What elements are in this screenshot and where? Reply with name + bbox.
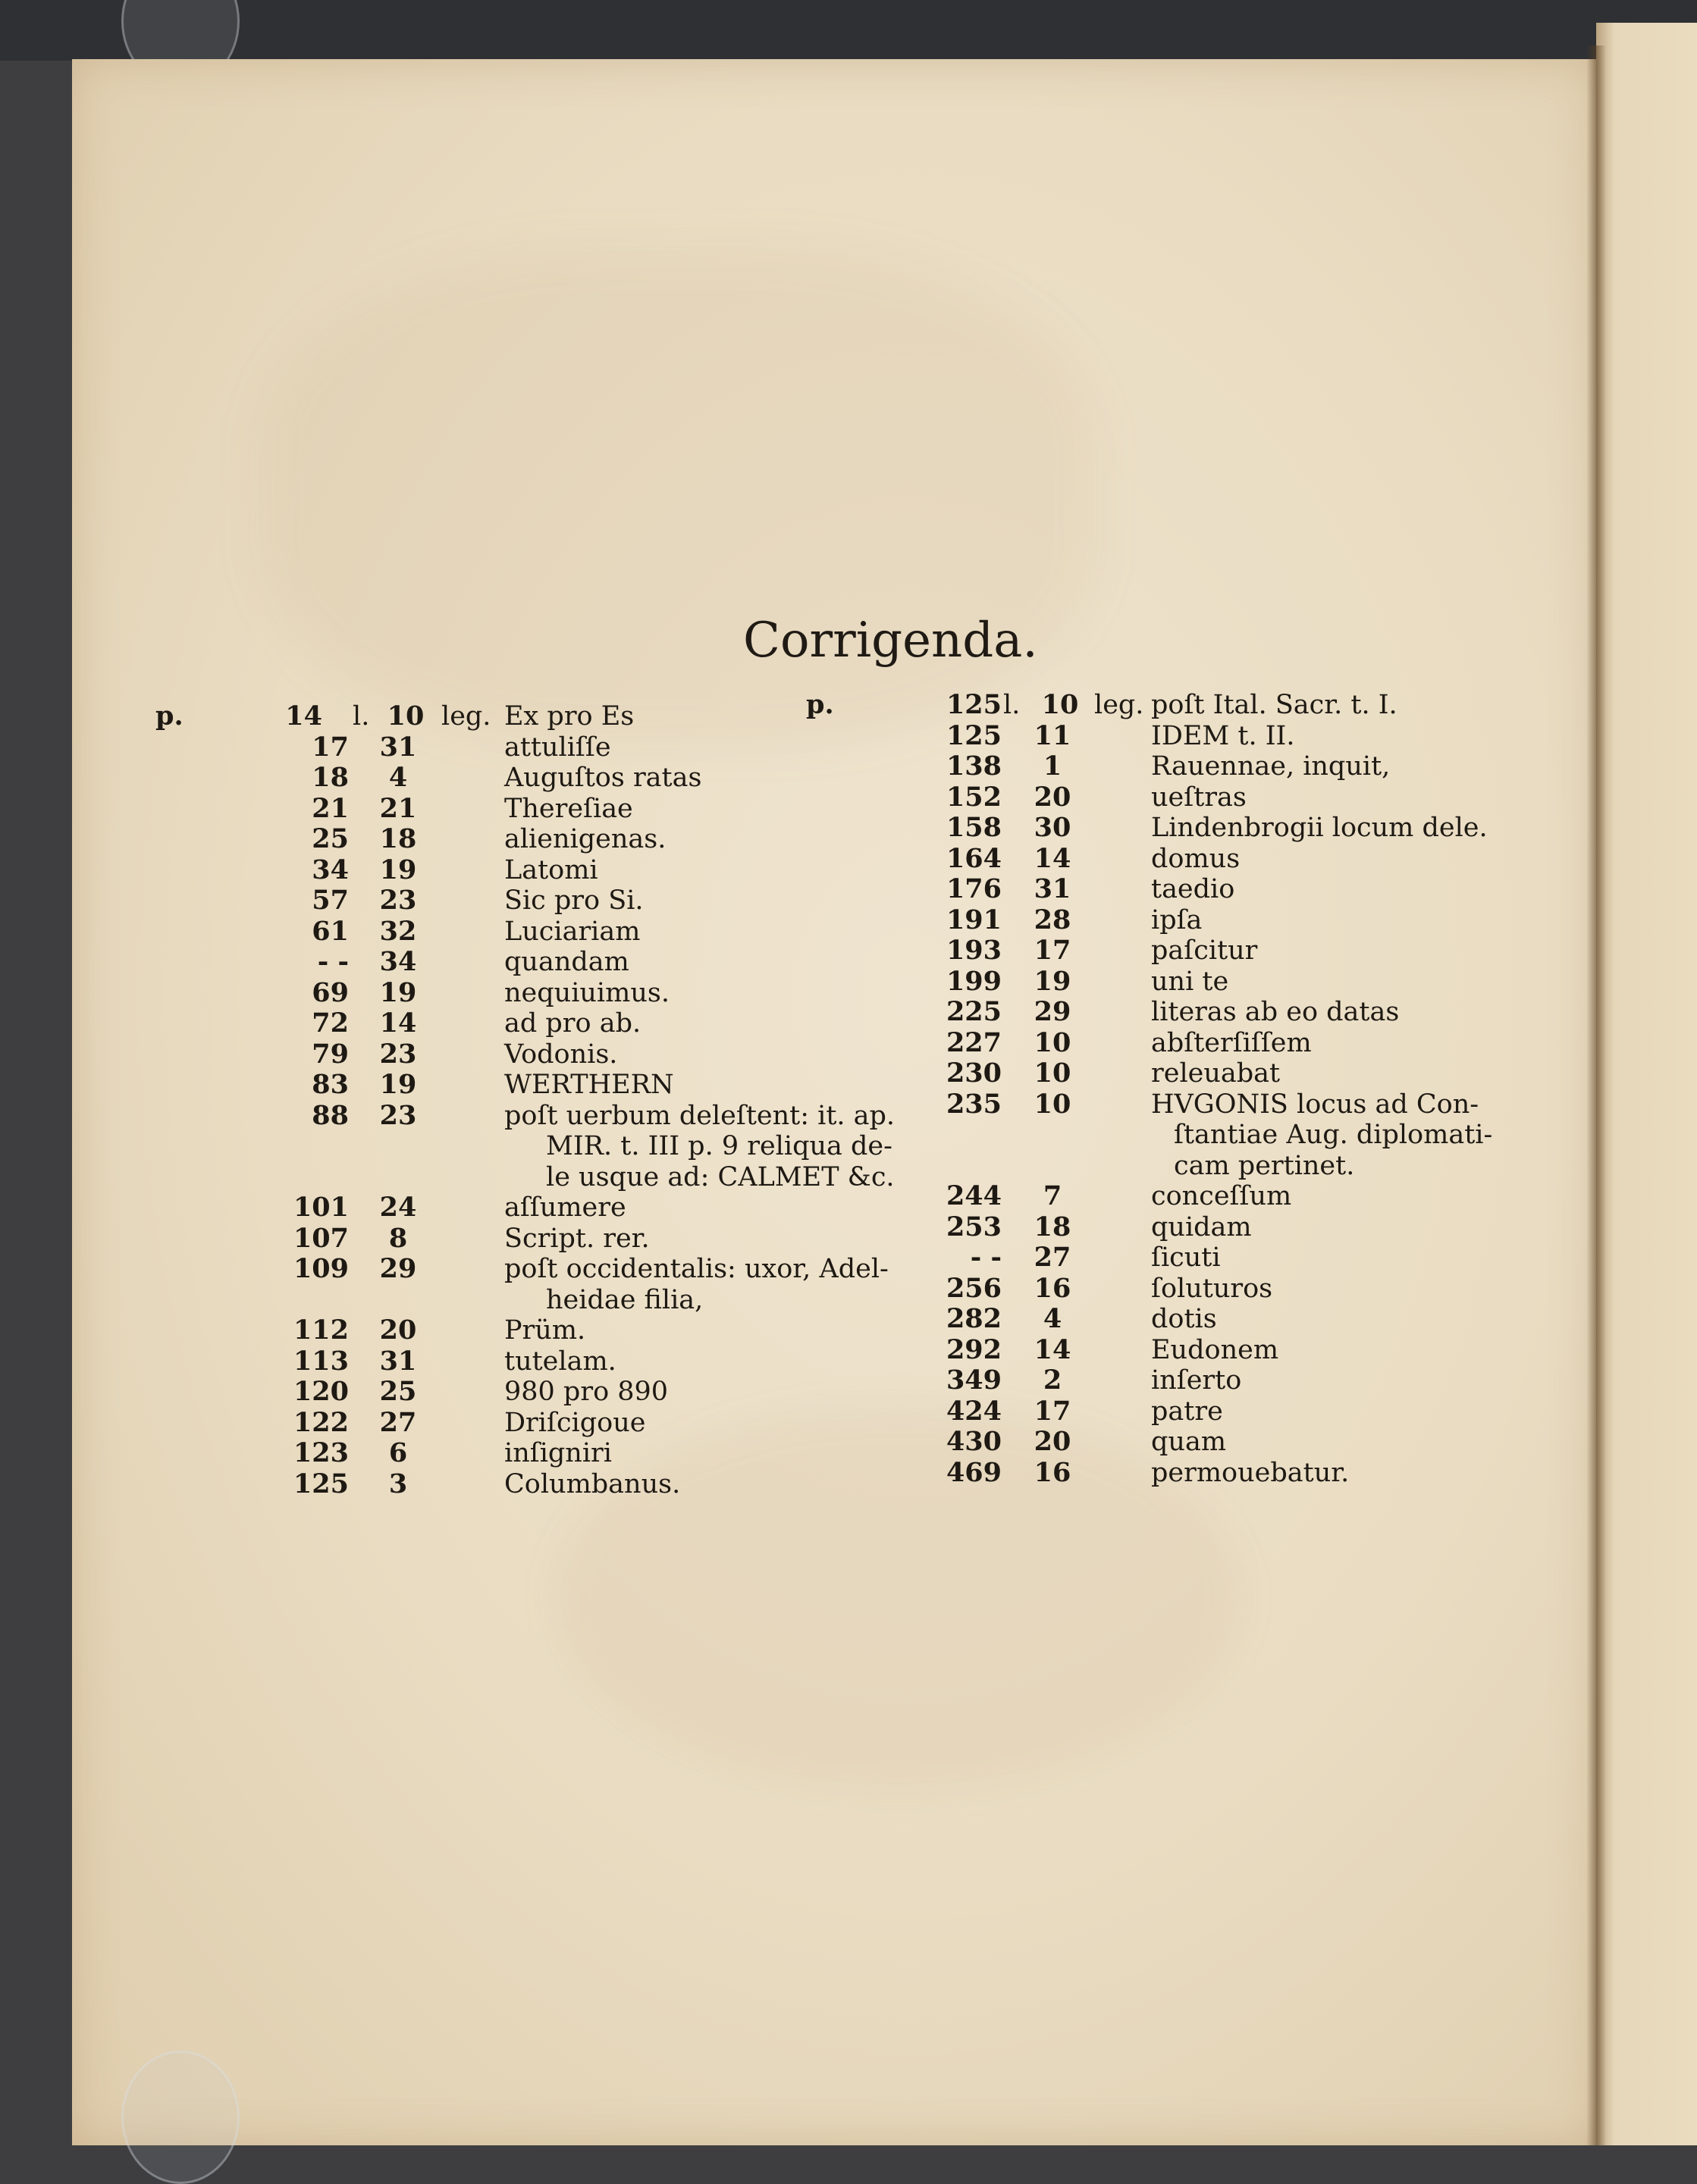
entry-correction-text xyxy=(1151,997,1545,1028)
correction-text-line: Script. rer. xyxy=(504,1223,650,1254)
entry-line-number: 1 xyxy=(1043,750,1062,782)
correction-text-line: ad pro ab. xyxy=(504,1008,641,1039)
errata-entry xyxy=(235,1377,895,1408)
correction-text-line: Sic pro Si. xyxy=(504,885,644,916)
entry-page-number: 282 xyxy=(946,1303,1002,1334)
errata-entry xyxy=(893,1089,1545,1182)
entry-line-number: 20 xyxy=(1034,781,1071,813)
entry-page-number: 83 xyxy=(312,1069,349,1100)
entry-line-number: 29 xyxy=(1034,996,1071,1027)
correction-text-line: dotis xyxy=(1151,1304,1217,1334)
correction-text-line: inſerto xyxy=(1151,1365,1242,1396)
entry-correction-text xyxy=(504,1101,899,1193)
entry-page-number: 349 xyxy=(946,1365,1002,1396)
correction-text-line: Lindenbrogii locum dele. xyxy=(1151,813,1488,843)
correction-text-line: Driſcigoue xyxy=(504,1407,646,1438)
errata-entry xyxy=(893,1458,1545,1489)
line-abbrev-label: l. xyxy=(353,701,370,732)
correction-text-line: HVGONIS locus ad Con- xyxy=(1151,1089,1479,1120)
entry-correction-text xyxy=(504,824,899,855)
entry-correction-text xyxy=(1151,967,1545,998)
correction-text-line: IDEM t. II. xyxy=(1151,720,1295,751)
errata-entry xyxy=(893,751,1545,782)
entry-line-number: 18 xyxy=(379,823,417,854)
entry-page-number: 79 xyxy=(312,1038,349,1070)
entry-page-number: 125 xyxy=(293,1468,349,1499)
entry-correction-text xyxy=(1151,1396,1545,1427)
errata-entry xyxy=(235,885,895,917)
entry-page-number: 125 xyxy=(946,689,1002,720)
entry-line-number: 19 xyxy=(379,1069,417,1100)
entry-page-number: 244 xyxy=(946,1180,1002,1211)
entry-page-number: 256 xyxy=(946,1272,1002,1304)
errata-entry xyxy=(235,1224,895,1255)
entry-line-number: 20 xyxy=(379,1314,417,1346)
entry-line-number: 4 xyxy=(388,762,408,793)
entry-page-number: 424 xyxy=(946,1395,1002,1427)
entry-correction-text xyxy=(504,1254,899,1315)
correction-text-line: Eudonem xyxy=(1151,1334,1279,1365)
entry-correction-text xyxy=(504,1377,899,1408)
entry-correction-text xyxy=(504,701,899,732)
entry-correction-text xyxy=(1151,690,1545,721)
correction-text-line: poſt Ital. Sacr. t. I. xyxy=(1151,690,1397,720)
correction-text-line: Columbanus. xyxy=(504,1468,681,1499)
entry-line-number: 11 xyxy=(1034,719,1071,751)
correction-text-line: Auguſtos ratas xyxy=(504,763,702,793)
errata-entry xyxy=(235,732,895,763)
errata-entry xyxy=(893,813,1545,844)
entry-line-number: 29 xyxy=(379,1253,417,1284)
entry-correction-text xyxy=(504,1070,899,1101)
entry-line-number: 19 xyxy=(379,976,417,1008)
entry-line-number: 32 xyxy=(379,915,417,947)
entry-page-number: 138 xyxy=(946,750,1002,782)
errata-entry xyxy=(893,1212,1545,1243)
book-gutter xyxy=(1586,45,1606,2145)
entry-correction-text xyxy=(504,855,899,886)
entry-line-number: 23 xyxy=(379,1099,417,1131)
correction-text-line: Rauennae, inquit, xyxy=(1151,751,1391,782)
entry-correction-text xyxy=(504,1315,899,1346)
correction-text-line: ueſtras xyxy=(1151,782,1247,813)
entry-line-number: 16 xyxy=(1034,1456,1071,1488)
errata-entry xyxy=(893,1365,1545,1396)
correction-text-line: 980 pro 890 xyxy=(504,1377,669,1407)
errata-entry xyxy=(893,721,1545,752)
entry-page-number: 18 xyxy=(312,762,349,793)
entry-correction-text xyxy=(1151,935,1545,967)
entry-line-number: 19 xyxy=(1034,965,1071,997)
correction-text-line: uni te xyxy=(1151,966,1229,997)
entry-line-number: 17 xyxy=(1034,935,1071,966)
lege-abbrev-label: leg. xyxy=(1094,690,1144,720)
correction-text-line: quam xyxy=(1151,1427,1227,1457)
entry-correction-text xyxy=(504,1039,899,1070)
entry-correction-text xyxy=(1151,1058,1545,1089)
entry-page-number: 21 xyxy=(312,792,349,824)
errata-entry xyxy=(235,794,895,825)
correction-text-line: Prüm. xyxy=(504,1315,586,1346)
entry-page-number: 158 xyxy=(946,812,1002,843)
errata-entry xyxy=(893,1396,1545,1427)
correction-text-line: ipſa xyxy=(1151,904,1203,935)
entry-correction-text xyxy=(504,917,899,948)
errata-entry xyxy=(155,700,895,732)
correction-text-line: le usque ad: CALMET &c. xyxy=(546,1161,895,1192)
entry-correction-text xyxy=(1151,751,1545,782)
entry-line-number: 19 xyxy=(379,854,417,885)
errata-entry xyxy=(235,917,895,948)
entry-line-number: 6 xyxy=(388,1437,408,1468)
correction-text-line: literas ab eo datas xyxy=(1151,997,1400,1027)
entry-correction-text xyxy=(1151,1089,1545,1182)
correction-text-line: aſſumere xyxy=(504,1192,626,1223)
entry-page-number: 17 xyxy=(312,731,349,763)
entry-correction-text xyxy=(504,1408,899,1439)
correction-text-line: Vodonis. xyxy=(504,1039,618,1070)
entry-line-number: 24 xyxy=(379,1192,417,1223)
page-abbrev-label: p. xyxy=(806,689,834,720)
entry-line-number: 3 xyxy=(388,1468,408,1499)
entry-page-number: 191 xyxy=(946,904,1002,935)
entry-correction-text xyxy=(504,794,899,825)
correction-text-line: ſicuti xyxy=(1151,1242,1221,1273)
correction-text-line: poſt occidentalis: uxor, Adel- xyxy=(504,1254,889,1284)
entry-correction-text xyxy=(1151,1181,1545,1212)
line-abbrev-label: l. xyxy=(1003,690,1021,720)
entry-correction-text xyxy=(1151,1212,1545,1243)
entry-correction-text xyxy=(1151,1242,1545,1274)
entry-line-number: 27 xyxy=(1034,1242,1071,1273)
errata-entry xyxy=(893,997,1545,1028)
entry-page-number: 88 xyxy=(312,1099,349,1131)
entry-line-number: 31 xyxy=(379,1345,417,1377)
errata-entry xyxy=(235,1469,895,1500)
entry-line-number: 34 xyxy=(379,946,417,977)
errata-entry xyxy=(235,1192,895,1224)
entry-correction-text xyxy=(1151,1365,1545,1396)
entry-line-number: 10 xyxy=(1041,689,1079,720)
errata-entry xyxy=(235,1039,895,1070)
entry-page-number: 69 xyxy=(312,976,349,1008)
entry-line-number: 4 xyxy=(1043,1303,1062,1334)
entry-line-number: 14 xyxy=(1034,842,1071,874)
entry-correction-text xyxy=(504,978,899,1009)
entry-correction-text xyxy=(504,885,899,917)
correction-text-line: permouebatur. xyxy=(1151,1457,1350,1488)
entry-correction-text xyxy=(504,763,899,794)
entry-line-number: 10 xyxy=(387,700,425,732)
entry-page-number: 193 xyxy=(946,935,1002,966)
entry-line-number: 21 xyxy=(379,792,417,824)
correction-text-line: ſoluturos xyxy=(1151,1273,1273,1304)
errata-entry xyxy=(235,824,895,855)
entry-correction-text xyxy=(504,1008,899,1039)
errata-entry xyxy=(893,1058,1545,1089)
entry-correction-text xyxy=(1151,844,1545,875)
entry-correction-text xyxy=(1151,1335,1545,1366)
entry-line-number: 14 xyxy=(1034,1333,1071,1365)
entry-page-number: 122 xyxy=(293,1406,349,1438)
correction-text-line: Latomi xyxy=(504,854,598,885)
entry-line-number: 20 xyxy=(1034,1426,1071,1457)
entry-page-number: 176 xyxy=(946,873,1002,904)
entry-correction-text xyxy=(1151,721,1545,752)
entry-correction-text xyxy=(504,1469,899,1500)
page-clip-bottom xyxy=(121,2051,240,2184)
errata-entry xyxy=(235,1408,895,1439)
entry-correction-text xyxy=(1151,1304,1545,1335)
entry-page-number: - - xyxy=(970,1242,1002,1273)
errata-entry xyxy=(235,978,895,1009)
entry-correction-text xyxy=(1151,1028,1545,1059)
entry-line-number: 10 xyxy=(1034,1088,1071,1120)
entry-line-number: 16 xyxy=(1034,1272,1071,1304)
correction-text-line: Luciariam xyxy=(504,916,641,947)
entry-page-number: 253 xyxy=(946,1211,1002,1242)
entry-correction-text xyxy=(504,732,899,763)
correction-text-line: inſigniri xyxy=(504,1438,612,1468)
entry-line-number: 30 xyxy=(1034,812,1071,843)
entry-line-number: 14 xyxy=(379,1007,417,1039)
correction-text-line: ſtantiae Aug. diplomati- xyxy=(1174,1120,1493,1150)
correction-text-line: alienigenas. xyxy=(504,824,667,854)
entry-page-number: 123 xyxy=(293,1437,349,1468)
correction-text-line: heidae filia, xyxy=(546,1284,704,1315)
entry-page-number: 109 xyxy=(293,1253,349,1284)
correction-text-line: cam pertinet. xyxy=(1174,1150,1355,1181)
correction-text-line: MIR. t. III p. 9 reliqua de- xyxy=(546,1131,892,1161)
correction-text-line: taedio xyxy=(1151,874,1235,904)
entry-correction-text xyxy=(1151,813,1545,844)
errata-entry xyxy=(893,1274,1545,1305)
entry-line-number: 8 xyxy=(388,1222,408,1254)
entry-page-number: 113 xyxy=(293,1345,349,1377)
errata-entry xyxy=(235,1254,895,1315)
correction-text-line: paſcitur xyxy=(1151,935,1258,966)
errata-entry xyxy=(893,782,1545,813)
entry-line-number: 2 xyxy=(1043,1365,1062,1396)
correction-text-line: tutelam. xyxy=(504,1346,616,1377)
correction-text-line: Thereſiae xyxy=(504,793,633,824)
errata-entry xyxy=(893,844,1545,875)
entry-page-number: 235 xyxy=(946,1088,1002,1120)
entry-page-number: 61 xyxy=(312,915,349,947)
entry-line-number: 17 xyxy=(1034,1395,1071,1427)
errata-entry xyxy=(893,1181,1545,1212)
entry-correction-text xyxy=(504,1192,899,1224)
entry-page-number: 225 xyxy=(946,996,1002,1027)
correction-text-line: abſterſiſſem xyxy=(1151,1027,1312,1058)
page-abbrev-label: p. xyxy=(155,700,184,732)
entry-correction-text xyxy=(1151,782,1545,813)
entry-page-number: 120 xyxy=(293,1376,349,1407)
entry-line-number: 23 xyxy=(379,885,417,916)
entry-correction-text xyxy=(1151,1458,1545,1489)
errata-entry xyxy=(235,1070,895,1101)
entry-correction-text xyxy=(1151,1274,1545,1305)
entry-page-number: 164 xyxy=(946,842,1002,874)
scan-background xyxy=(0,0,1697,61)
entry-correction-text xyxy=(504,947,899,978)
correction-text-line: releuabat xyxy=(1151,1058,1281,1089)
entry-correction-text xyxy=(504,1438,899,1469)
entry-page-number: 469 xyxy=(946,1456,1002,1488)
correction-text-line: WERTHERN xyxy=(504,1070,674,1100)
errata-entry xyxy=(893,905,1545,936)
entry-correction-text xyxy=(504,1346,899,1377)
entry-page-number: 125 xyxy=(946,719,1002,751)
entry-page-number: 57 xyxy=(312,885,349,916)
errata-entry xyxy=(235,1008,895,1039)
correction-text-line: quidam xyxy=(1151,1211,1252,1242)
errata-entry xyxy=(893,967,1545,998)
correction-text-line: attuliſſe xyxy=(504,732,611,763)
entry-line-number: 23 xyxy=(379,1038,417,1070)
errata-entry xyxy=(893,1427,1545,1458)
correction-text-line: nequiuimus. xyxy=(504,977,670,1008)
correction-text-line: patre xyxy=(1151,1396,1223,1427)
errata-entry xyxy=(235,1315,895,1346)
entry-correction-text xyxy=(504,1224,899,1255)
entry-correction-text xyxy=(1151,1427,1545,1458)
errata-entry xyxy=(235,1346,895,1377)
entry-page-number: 292 xyxy=(946,1333,1002,1365)
entry-page-number: 34 xyxy=(312,854,349,885)
entry-page-number: 430 xyxy=(946,1426,1002,1457)
entry-line-number: 28 xyxy=(1034,904,1071,935)
entry-line-number: 31 xyxy=(379,731,417,763)
entry-line-number: 10 xyxy=(1034,1058,1071,1089)
entry-page-number: 72 xyxy=(312,1007,349,1039)
correction-text-line: domus xyxy=(1151,843,1241,874)
entry-page-number: 14 xyxy=(285,700,322,732)
entry-page-number: 199 xyxy=(946,965,1002,997)
errata-entry xyxy=(806,689,1545,721)
errata-entry xyxy=(893,1304,1545,1335)
correction-text-line: Ex pro Es xyxy=(504,701,635,732)
errata-entry xyxy=(893,1335,1545,1366)
entry-line-number: 27 xyxy=(379,1406,417,1438)
entry-line-number: 7 xyxy=(1043,1180,1062,1211)
entry-line-number: 31 xyxy=(1034,873,1071,904)
correction-text-line: quandam xyxy=(504,947,629,977)
correction-text-line: poſt uerbum deleſtent: it. ap. xyxy=(504,1100,896,1131)
facing-page-edge xyxy=(1596,23,1697,2145)
errata-entry xyxy=(235,1101,895,1193)
errata-entry xyxy=(893,874,1545,905)
entry-page-number: 230 xyxy=(946,1058,1002,1089)
lege-abbrev-label: leg. xyxy=(441,701,491,732)
errata-entry xyxy=(235,855,895,886)
entry-correction-text xyxy=(1151,874,1545,905)
entry-line-number: 10 xyxy=(1034,1026,1071,1058)
entry-page-number: - - xyxy=(317,946,349,977)
errata-entry xyxy=(893,935,1545,967)
entry-page-number: 152 xyxy=(946,781,1002,813)
errata-entry xyxy=(893,1242,1545,1274)
page-title: Corrigenda. xyxy=(743,613,1038,669)
entry-page-number: 25 xyxy=(312,823,349,854)
entry-page-number: 101 xyxy=(293,1192,349,1223)
errata-entry xyxy=(235,947,895,978)
errata-entry xyxy=(235,763,895,794)
errata-entry xyxy=(235,1438,895,1469)
entry-line-number: 18 xyxy=(1034,1211,1071,1242)
entry-page-number: 107 xyxy=(293,1222,349,1254)
errata-entry xyxy=(893,1028,1545,1059)
entry-correction-text xyxy=(1151,905,1545,936)
correction-text-line: conceſſum xyxy=(1151,1181,1292,1211)
entry-page-number: 112 xyxy=(293,1314,349,1346)
entry-line-number: 25 xyxy=(379,1376,417,1407)
entry-page-number: 227 xyxy=(946,1026,1002,1058)
